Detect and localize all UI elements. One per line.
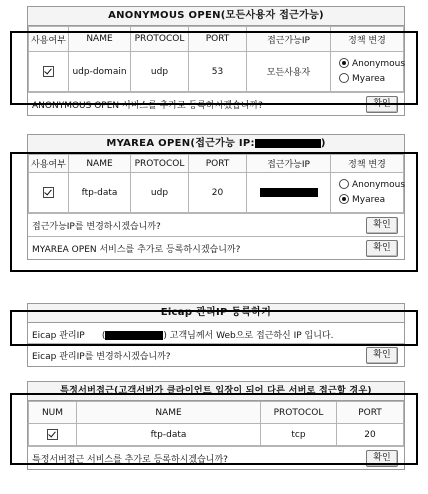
col-header-port: PORT xyxy=(189,27,247,52)
col-header-access-ip: 접근가능IP xyxy=(247,27,331,52)
service-protocol: udp xyxy=(131,173,189,213)
confirm-button[interactable]: 확인 xyxy=(366,450,398,467)
col-header-protocol: PROTOCOL xyxy=(131,155,189,173)
service-protocol: udp xyxy=(131,52,189,92)
col-header-port: PORT xyxy=(189,155,247,173)
col-header-port: PORT xyxy=(337,402,404,424)
col-header-name: NAME xyxy=(77,402,261,424)
col-header-use: 사용여부 xyxy=(29,27,69,52)
service-access-ip xyxy=(247,173,331,213)
radio-anonymous[interactable] xyxy=(339,58,349,68)
eicap-ip-line: Eicap 관리IP ( ) 고객님께서 Web으로 접근하신 IP 입니다. xyxy=(32,331,334,341)
myarea-open-panel xyxy=(27,134,405,260)
table-row xyxy=(29,424,404,446)
eicap-ip-row xyxy=(28,323,404,343)
confirm-button[interactable]: 확인 xyxy=(366,96,398,113)
policy-option-anonymous[interactable]: Anonymous xyxy=(339,178,403,193)
eicap-title: Eicap 관리IP 등록하기 xyxy=(28,304,404,323)
redacted-ip xyxy=(255,139,321,148)
service-port: 53 xyxy=(189,52,247,92)
use-checkbox[interactable] xyxy=(43,66,54,77)
table-row xyxy=(29,52,404,92)
col-header-num: NUM xyxy=(29,402,77,424)
myarea-open-table xyxy=(28,154,404,213)
change-ip-prompt: 접근가능IP를 변경하시겠습니까? xyxy=(32,222,161,232)
service-protocol: tcp xyxy=(261,424,337,446)
col-header-policy: 정책 변경 xyxy=(331,27,404,52)
col-header-name: NAME xyxy=(69,27,131,52)
service-access-ip: 모든사용자 xyxy=(247,52,331,92)
policy-option-myarea[interactable]: Myarea xyxy=(339,72,403,87)
add-service-prompt: 특정서버접근 서비스를 추가로 등록하시겠습니까? xyxy=(32,455,228,465)
redacted-ip xyxy=(260,188,318,197)
policy-option-anonymous[interactable]: Anonymous xyxy=(339,57,403,72)
service-port: 20 xyxy=(337,424,404,446)
use-checkbox[interactable] xyxy=(47,429,58,440)
policy-radio-group xyxy=(331,173,404,213)
add-service-prompt: MYAREA OPEN 서비스를 추가로 등록하시겠습니까? xyxy=(32,245,241,255)
radio-myarea[interactable] xyxy=(339,73,349,83)
service-name: ftp-data xyxy=(77,424,261,446)
add-service-bar xyxy=(28,92,404,115)
add-service-bar xyxy=(28,446,404,469)
special-server-panel xyxy=(27,381,405,470)
col-header-protocol: PROTOCOL xyxy=(261,402,337,424)
col-header-name: NAME xyxy=(69,155,131,173)
policy-option-myarea[interactable]: Myarea xyxy=(339,193,403,208)
radio-anonymous[interactable] xyxy=(339,179,349,189)
myarea-open-title: MYAREA OPEN(접근가능 IP: ) xyxy=(28,135,404,154)
confirm-button[interactable]: 확인 xyxy=(366,347,398,364)
eicap-panel xyxy=(27,303,405,367)
use-checkbox[interactable] xyxy=(43,187,54,198)
eicap-change-bar xyxy=(28,343,404,366)
special-server-title: 특정서버접근(고객서버가 클라이언트 입장이 되어 다른 서버로 접근할 경우) xyxy=(28,382,404,401)
policy-radio-group xyxy=(331,52,404,92)
radio-myarea[interactable] xyxy=(339,194,349,204)
anonymous-open-panel xyxy=(27,6,405,116)
confirm-change-button[interactable]: 확인 xyxy=(366,217,398,234)
change-ip-bar xyxy=(28,213,404,236)
eicap-ip-note: ) 고객님께서 Web으로 접근하신 IP 입니다. xyxy=(163,331,334,341)
add-service-bar xyxy=(28,236,404,259)
anonymous-open-table xyxy=(28,26,404,92)
col-header-policy: 정책 변경 xyxy=(331,155,404,173)
col-header-use: 사용여부 xyxy=(29,155,69,173)
add-service-prompt: ANONYMOUS OPEN 서비스를 추가로 등록하시겠습니까? xyxy=(32,101,263,111)
confirm-button[interactable]: 확인 xyxy=(366,240,398,257)
col-header-access-ip: 접근가능IP xyxy=(247,155,331,173)
special-server-table xyxy=(28,401,404,446)
redacted-ip xyxy=(105,331,163,340)
anonymous-open-title: ANONYMOUS OPEN(모든사용자 접근가능) xyxy=(28,7,404,26)
table-row xyxy=(29,173,404,213)
service-name: udp-domain xyxy=(69,52,131,92)
eicap-change-prompt: Eicap 관리IP를 변경하시겠습니까? xyxy=(32,352,171,362)
service-port: 20 xyxy=(189,173,247,213)
service-name: ftp-data xyxy=(69,173,131,213)
col-header-protocol: PROTOCOL xyxy=(131,27,189,52)
eicap-ip-label: Eicap 관리IP xyxy=(32,331,85,341)
